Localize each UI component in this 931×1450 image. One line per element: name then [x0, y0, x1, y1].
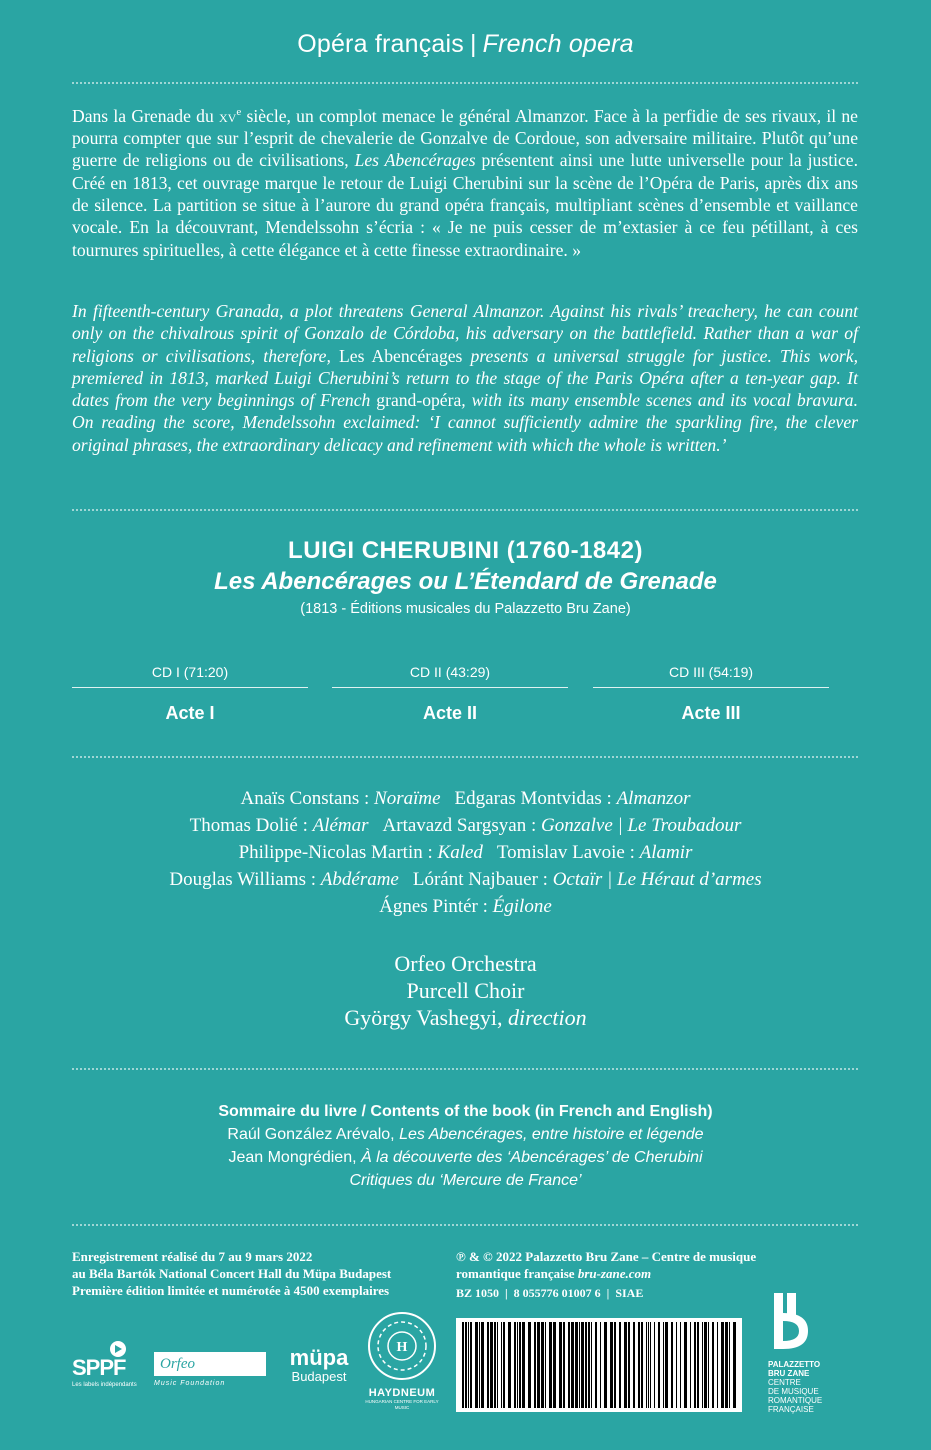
book-contents-item	[0, 1146, 931, 1169]
contents-author: Raúl González Arévalo,	[227, 1126, 400, 1143]
cast-row	[0, 839, 931, 866]
divider	[72, 509, 858, 511]
copyright-info	[456, 1248, 756, 1302]
barcode-bar	[503, 1322, 505, 1408]
barcode-bar	[581, 1322, 584, 1408]
cast-list	[0, 785, 931, 920]
barcode-bar	[638, 1322, 640, 1408]
barcode-bar	[528, 1322, 531, 1408]
orfeo-logo-text: Orfeo	[154, 1352, 266, 1376]
barcode-bar	[494, 1322, 496, 1408]
haydneum-logo	[362, 1310, 442, 1420]
mupa-logo	[283, 1347, 355, 1387]
barcode-bar	[619, 1322, 621, 1408]
cd-rule	[72, 687, 308, 688]
contents-title: Les Abencérages, entre histoire et légende	[399, 1126, 704, 1143]
barcode-bar	[563, 1322, 565, 1408]
barcode-bar	[545, 1322, 546, 1408]
edition-note: Première édition limitée et numérotée à 4500 exemplaires	[72, 1283, 390, 1298]
barcode-bar	[479, 1322, 480, 1408]
palazzetto-bru-zane-logo	[768, 1291, 834, 1416]
book-contents-heading: Sommaire du livre / Contents of the book (in French and English)	[218, 1103, 713, 1120]
barcode-bar	[684, 1322, 687, 1408]
barcode-bar	[591, 1322, 592, 1408]
barcode-bar	[534, 1322, 536, 1408]
barcode-bar	[665, 1322, 668, 1408]
singer-name: Edgaras Montvidas :	[454, 788, 617, 809]
barcode-bar	[702, 1322, 703, 1408]
barcode-bar	[514, 1322, 516, 1408]
barcode-graphic	[456, 1318, 742, 1412]
sppf-logo	[72, 1341, 137, 1391]
cd-act: Acte I	[165, 703, 215, 723]
barcode-bar	[595, 1322, 597, 1408]
singer-role: Gonzalve | Le Troubadour	[541, 815, 742, 836]
singer-role: Alamir	[639, 842, 693, 863]
singer-role: Kaled	[437, 842, 483, 863]
header-title	[0, 30, 931, 59]
haydneum-emblem-icon	[366, 1310, 438, 1382]
barcode-bar	[537, 1322, 540, 1408]
conductor-line	[0, 1004, 931, 1031]
barcode-bar	[585, 1322, 587, 1408]
barcode	[456, 1318, 742, 1412]
barcode-bar	[725, 1322, 728, 1408]
barcode-bar	[650, 1322, 651, 1408]
barcode-bar	[676, 1322, 677, 1408]
singer-name: Artavazd Sargsyan :	[382, 815, 541, 836]
barcode-bar	[704, 1322, 707, 1408]
pbz-emblem-icon	[770, 1291, 810, 1351]
barcode-bar	[648, 1322, 649, 1408]
synopsis-fr-century: xv	[219, 105, 237, 126]
divider	[72, 1068, 858, 1070]
synopsis-fr-century-sup: e	[236, 106, 242, 118]
barcode-bar	[519, 1322, 521, 1408]
orfeo-logo-sub: Music Foundation	[154, 1380, 226, 1387]
singer-name: Tomislav Lavoie :	[496, 842, 640, 863]
barcode-bar	[680, 1322, 681, 1408]
cast-row	[0, 893, 931, 920]
cast-row	[0, 866, 931, 893]
barcode-bar	[553, 1322, 556, 1408]
cd-duration: CD I (71:20)	[151, 664, 229, 680]
singer-name: Douglas Williams :	[169, 869, 321, 890]
cd-rule	[332, 687, 568, 688]
cd-1	[72, 664, 308, 724]
book-contents-item	[0, 1123, 931, 1146]
orchestra-name: Orfeo Orchestra	[394, 951, 537, 976]
singer-role: Noraïme	[374, 788, 441, 809]
synopsis-en-genre: grand-opéra	[376, 390, 462, 411]
synopsis-fr	[72, 101, 858, 261]
cd-act: Acte II	[422, 703, 478, 723]
ensembles	[0, 950, 931, 1031]
header-title-en: French opera	[482, 30, 634, 58]
mupa-logo-sub: Budapest	[291, 1369, 347, 1384]
synopsis-en	[72, 300, 858, 456]
barcode-bar	[468, 1322, 469, 1408]
singer-name: Philippe-Nicolas Martin :	[238, 842, 438, 863]
contents-title: Critiques du ‘Mercure de France’	[349, 1172, 582, 1189]
synopsis-en-text: presents a universal struggle for justice. This work, premiered in 1813, marked Luigi Cherubini’s return to the stage of the Paris Opéra after a ten-year gap. It dates from the very beginnings of French	[72, 345, 858, 411]
ean-code: 8 055776 01007 6	[513, 1286, 601, 1300]
barcode-bar	[633, 1322, 635, 1408]
recording-info	[72, 1248, 391, 1299]
header-title-fr: Opéra français	[297, 30, 464, 58]
barcode-bar	[541, 1322, 544, 1408]
copyright-text: romantique française	[456, 1266, 575, 1281]
barcode-bar	[600, 1322, 601, 1408]
pbz-logo-sub: DE MUSIQUE	[768, 1387, 819, 1396]
conductor-role: direction	[507, 1005, 587, 1030]
barcode-bar	[690, 1322, 691, 1408]
barcode-bar	[568, 1322, 570, 1408]
barcode-bar	[717, 1322, 718, 1408]
contents-author: Jean Mongrédien,	[228, 1149, 361, 1166]
contents-title: À la découverte des ‘Abencérages’ de Cherubini	[360, 1149, 703, 1166]
catalog-line: BZ 1050 | 8 055776 01007 6 | SIAE	[456, 1286, 644, 1300]
barcode-bar	[610, 1322, 613, 1408]
barcode-bar	[729, 1322, 730, 1408]
catalog-number: BZ 1050	[456, 1286, 500, 1300]
pbz-logo-text: PALAZZETTO BRU ZANE	[768, 1360, 821, 1378]
singer-role: Alémar	[312, 815, 369, 836]
singer-role: Almanzor	[616, 788, 691, 809]
barcode-bar	[614, 1322, 616, 1408]
barcode-bar	[487, 1322, 489, 1408]
barcode-bar	[490, 1322, 493, 1408]
divider	[72, 756, 858, 758]
svg-text:H: H	[396, 1340, 408, 1355]
barcode-bar	[663, 1322, 664, 1408]
haydneum-logo-sub: HUNGARIAN CENTRE FOR EARLY MUSIC	[365, 1399, 439, 1410]
singer-role: Octaïr | Le Héraut d’armes	[552, 869, 762, 890]
barcode-bar	[575, 1322, 578, 1408]
synopsis-en-text: In fifteenth-century Granada, a plot threatens General Almanzor. Against his rivals’ treachery, he can count only on the chivalrous spirit of Gonzalo de Córdoba, his adversary on the battlefield. Rather than a war of religions or civilisations, therefore,	[72, 301, 858, 366]
copyright-line	[456, 1265, 756, 1282]
barcode-bar	[733, 1322, 736, 1408]
cd-3	[593, 664, 829, 724]
barcode-bar	[628, 1322, 630, 1408]
singer-role: Égilone	[492, 896, 552, 917]
cast-row	[0, 785, 931, 812]
composer-name: LUIGI CHERUBINI (1760-1842)	[288, 537, 643, 564]
book-contents	[0, 1100, 931, 1192]
website-link: bru-zane.com	[577, 1266, 652, 1281]
singer-name: Thomas Dolié :	[189, 815, 313, 836]
barcode-bar	[559, 1322, 562, 1408]
barcode-bar	[671, 1322, 673, 1408]
synopsis-en-text: , with its many ensemble scenes and its vocal bravura. On reading the score, Mendelssohn exclaimed: ‘I cannot sufficiently admire the sparkling fire, the clever original phrases, the extraordinary delicacy and refinement with which the whole is written.’	[72, 390, 858, 455]
choir-name: Purcell Choir	[406, 978, 525, 1003]
barcode-bar	[708, 1322, 709, 1408]
barcode-bar	[501, 1322, 502, 1408]
barcode-bar	[497, 1322, 498, 1408]
recording-venue: au Béla Bartók National Concert Hall du Müpa Budapest	[72, 1266, 392, 1281]
barcode-bar	[624, 1322, 627, 1408]
barcode-bar	[658, 1322, 660, 1408]
work-edition: (1813 - Éditions musicales du Palazzetto Bru Zane)	[300, 601, 631, 617]
barcode-bar	[646, 1322, 647, 1408]
sppf-logo-text: SPPF	[72, 1355, 126, 1380]
barcode-bar	[462, 1322, 464, 1408]
cd-2	[332, 664, 568, 724]
singer-name: Ágnes Pintér :	[379, 896, 493, 917]
orfeo-logo	[154, 1352, 266, 1392]
barcode-bar	[712, 1322, 714, 1408]
synopsis-en-title: Les Abencérages	[339, 345, 463, 366]
barcode-bar	[588, 1322, 590, 1408]
recording-dates: Enregistrement réalisé du 7 au 9 mars 2022	[72, 1249, 313, 1264]
barcode-bar	[508, 1322, 511, 1408]
copyright-line: ℗ & © 2022 Palazzetto Bru Zane – Centre de musique	[456, 1249, 757, 1264]
pbz-logo-sub: ROMANTIQUE	[768, 1396, 823, 1405]
barcode-bar	[641, 1322, 643, 1408]
barcode-bar	[579, 1322, 580, 1408]
pbz-logo-sub: FRANÇAISE	[768, 1405, 814, 1414]
barcode-bar	[694, 1322, 696, 1408]
barcode-bar	[604, 1322, 607, 1408]
work-title: Les Abencérages ou L’Étendard de Grenade	[214, 568, 717, 595]
barcode-bar	[654, 1322, 655, 1408]
barcode-bar	[481, 1322, 484, 1408]
barcode-bar	[470, 1322, 472, 1408]
siae-label: SIAE	[615, 1286, 644, 1300]
synopsis-fr-text: Dans la Grenade du	[72, 105, 219, 126]
barcode-bar	[697, 1322, 699, 1408]
synopsis-fr-title: Les Abencérages	[354, 150, 476, 171]
barcode-bar	[475, 1322, 478, 1408]
barcode-bar	[549, 1322, 552, 1408]
pbz-logo-sub: CENTRE	[768, 1378, 801, 1387]
barcode-bar	[571, 1322, 574, 1408]
barcode-bar	[721, 1322, 724, 1408]
haydneum-logo-text: HAYDNEUM	[368, 1387, 436, 1399]
barcode-bar	[522, 1322, 525, 1408]
cd-duration: CD II (43:29)	[409, 664, 491, 680]
barcode-bar	[517, 1322, 518, 1408]
divider	[72, 82, 858, 84]
cast-row	[0, 812, 931, 839]
synopsis-fr-text: présentent ainsi une lutte universelle pour la justice. Créé en 1813, cet ouvrage marque le retour de Luigi Cherubini sur la scène de l’Opéra de Paris, après dix ans de silence. La partition se situe à l’aurore du grand opéra français, multipliant scènes d’ensemble et vaillance vocale. En la découvrant, Mendelssohn s’écria : « Je ne puis cesser de m’extasier à ce feu pétillant, à ces tournures spirituelles, à cette élégance et à cette finesse extraordinaire. »	[72, 150, 858, 260]
synopsis-fr-text: siècle, un complot menace le général Almanzor. Face à la perfidie de ses rivaux, il ne pourra compter que sur l’esprit de chevalerie de Gonzalve de Cordoue, son adversaire militaire. Plutôt qu’une guerre de religions ou de civilisations,	[72, 105, 858, 171]
divider	[72, 1224, 858, 1226]
sppf-logo-sub: Les labels indépendants	[72, 1382, 137, 1388]
singer-name: Lóránt Najbauer :	[412, 869, 553, 890]
cd-rule	[593, 687, 829, 688]
singer-name: Anaïs Constans :	[240, 788, 375, 809]
mupa-logo-text: müpa	[289, 1345, 349, 1370]
book-contents-item	[0, 1169, 931, 1192]
cd-act: Acte III	[681, 703, 741, 723]
cd-duration: CD III (54:19)	[668, 664, 754, 680]
barcode-bar	[465, 1322, 467, 1408]
singer-role: Abdérame	[320, 869, 399, 890]
header-separator: |	[469, 30, 477, 58]
conductor-name: György Vashegyi,	[344, 1005, 503, 1030]
